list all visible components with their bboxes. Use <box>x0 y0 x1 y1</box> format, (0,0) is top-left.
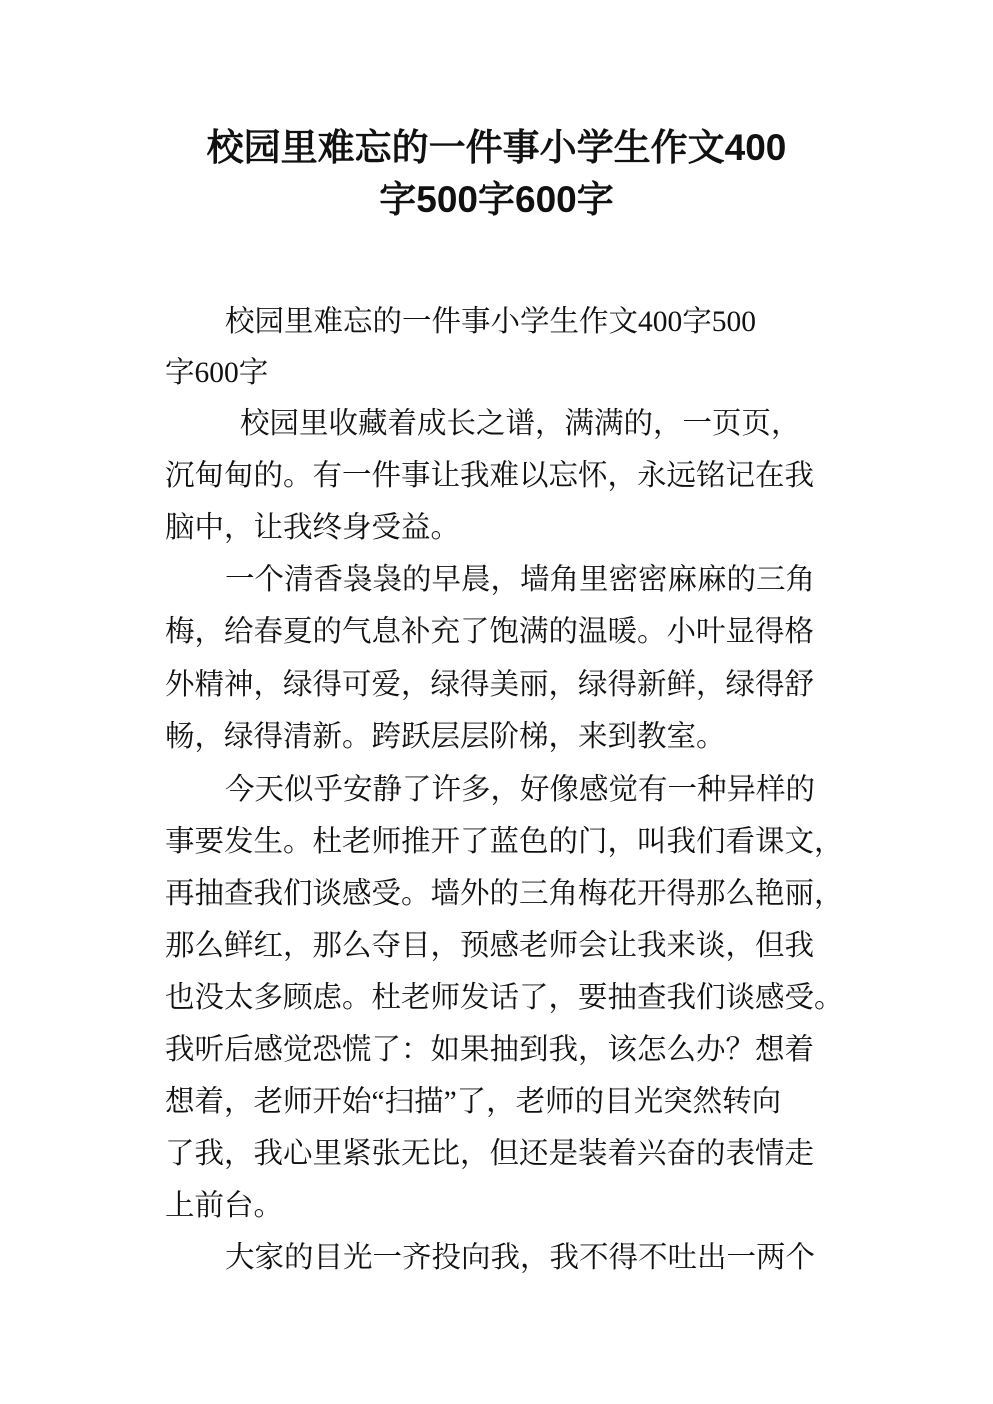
paragraph-line: 再抽查我们谈感受。墙外的三角梅花开得那么艳丽， <box>165 878 844 910</box>
paragraph-line: 今天似乎安静了许多，好像感觉有一种异样的 <box>225 774 816 806</box>
paragraph-line: 脑中，让我终身受益。 <box>165 512 461 544</box>
paragraph-line: 一个清香袅袅的早晨，墙角里密密麻麻的三角 <box>225 564 816 596</box>
paragraph-line: 了我，我心里紧张无比，但还是装着兴奋的表情走 <box>165 1138 815 1170</box>
document-title-line-1: 校园里难忘的一件事小学生作文400 <box>206 127 787 168</box>
paragraph-line: 也没太多顾虑。杜老师发话了，要抽查我们谈感受。 <box>165 982 844 1014</box>
paragraph-line: 上前台。 <box>165 1190 284 1222</box>
paragraph-line: 沉甸甸的。有一件事让我难以忘怀，永远铭记在我 <box>165 460 815 492</box>
document-title-line-2: 字500字600字 <box>379 179 614 220</box>
paragraph-line: 校园里收藏着成长之谱，满满的，一页页， <box>240 408 801 440</box>
paragraph-line: 字600字 <box>165 357 269 389</box>
paragraph-line: 大家的目光一齐投向我，我不得不吐出一两个 <box>225 1242 816 1274</box>
paragraph-line: 想着，老师开始“扫描”了，老师的目光突然转向 <box>165 1086 782 1118</box>
paragraph-line: 那么鲜红，那么夺目，预感老师会让我来谈，但我 <box>165 930 815 962</box>
paragraph-line: 畅，绿得清新。跨跃层层阶梯，来到教室。 <box>165 721 726 753</box>
paragraph-line: 事要发生。杜老师推开了蓝色的门，叫我们看课文， <box>165 826 844 858</box>
paragraph-line: 校园里难忘的一件事小学生作文400字500 <box>225 306 757 338</box>
paragraph-line: 梅，给春夏的气息补充了饱满的温暖。小叶显得格 <box>165 616 815 648</box>
paragraph-line: 外精神，绿得可爱，绿得美丽，绿得新鲜，绿得舒 <box>165 669 815 701</box>
paragraph-line: 我听后感觉恐慌了：如果抽到我，该怎么办？想着 <box>165 1034 815 1066</box>
